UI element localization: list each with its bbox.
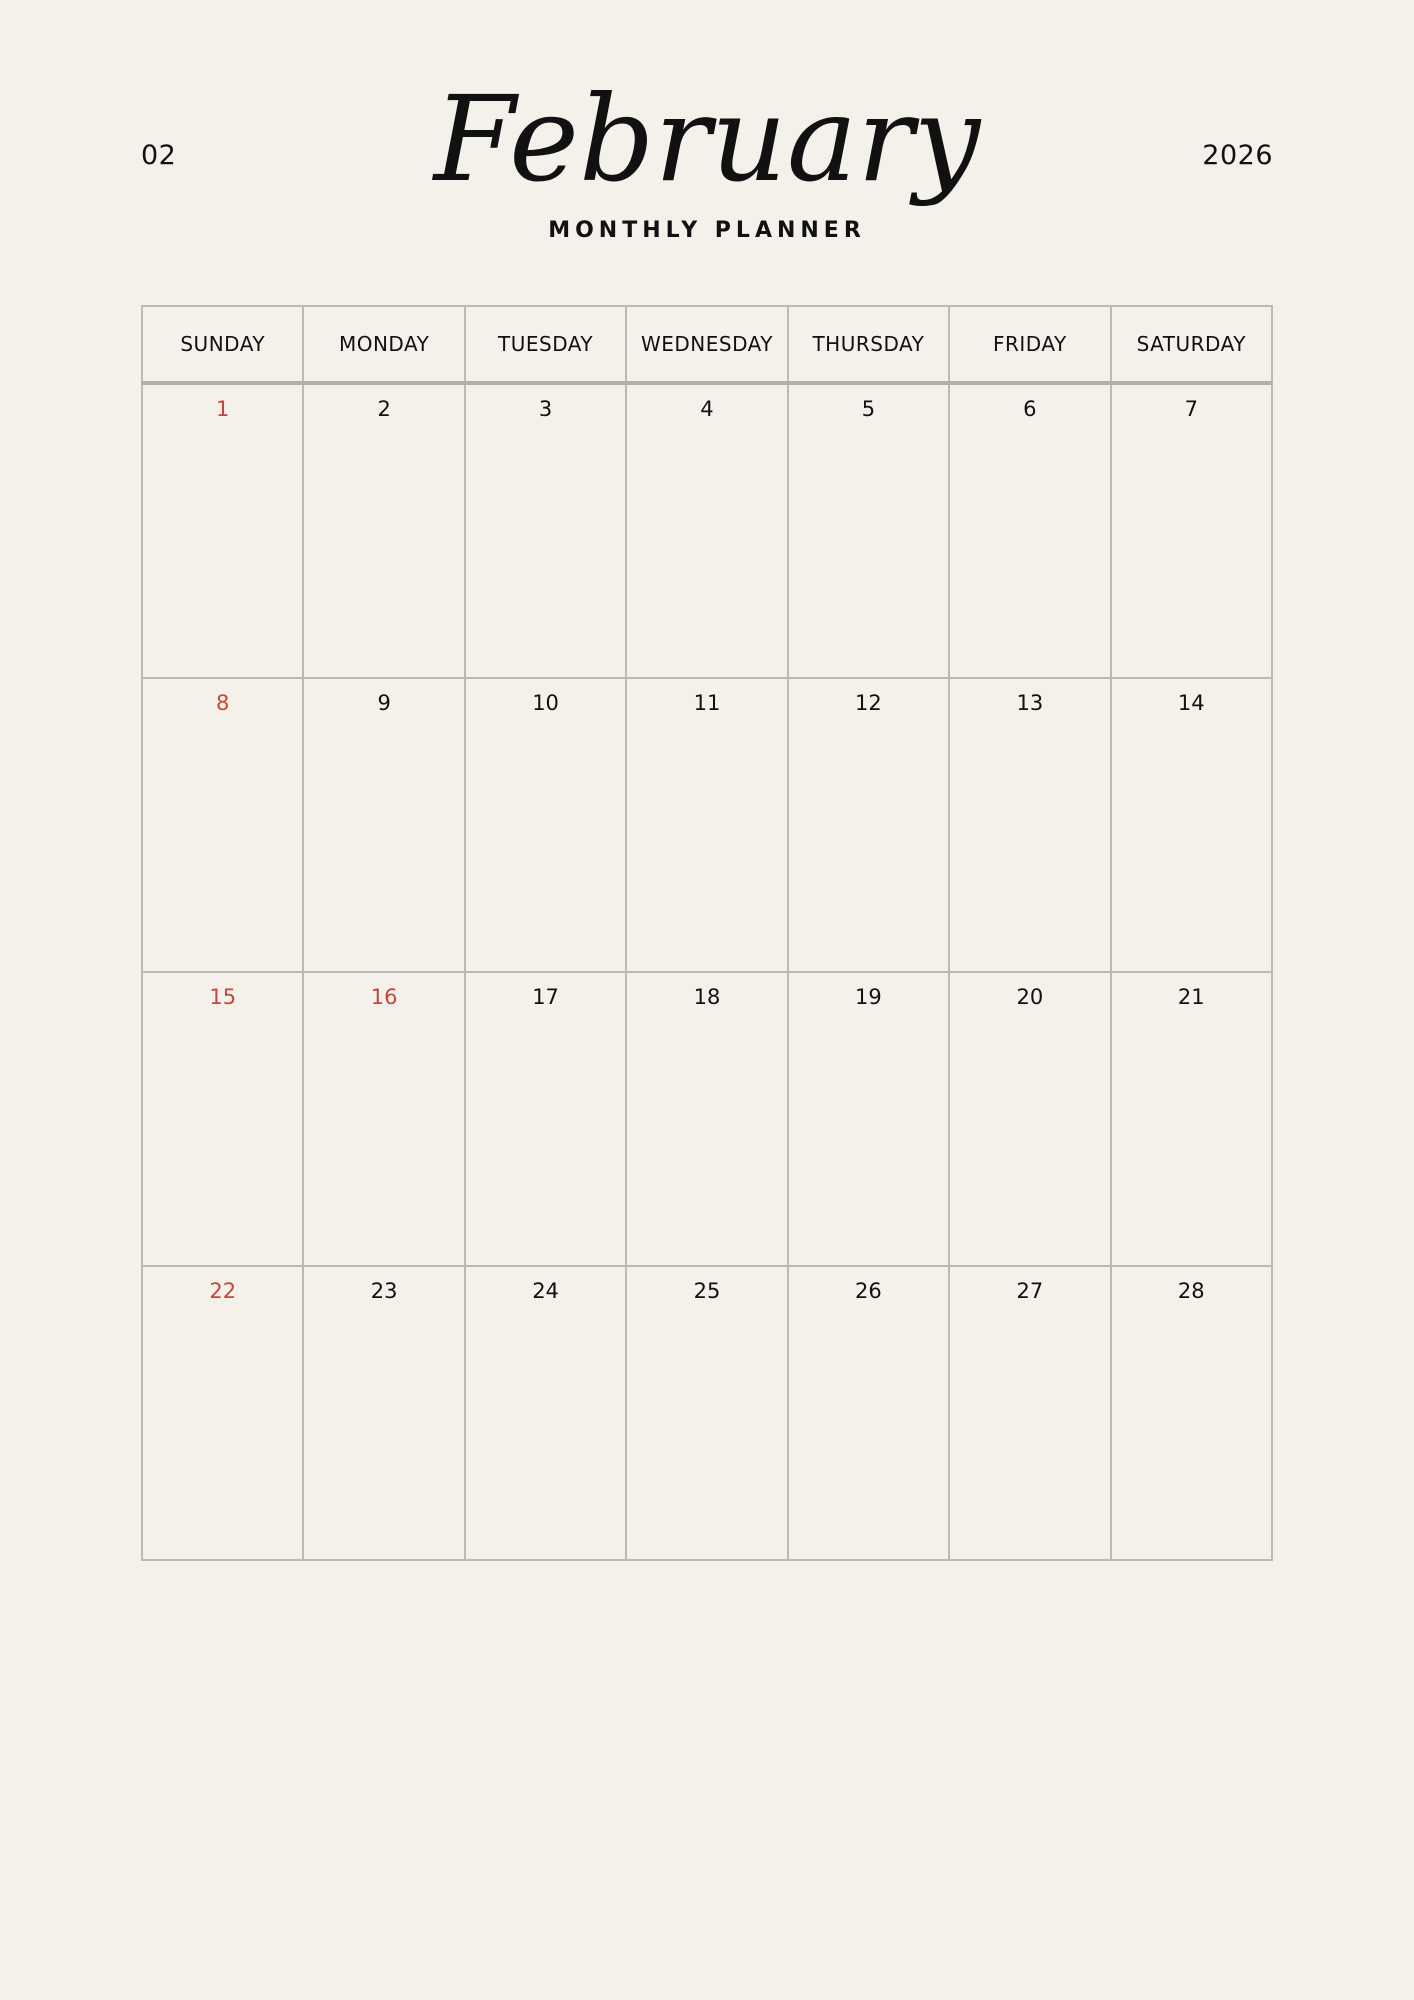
weekday-header: WEDNESDAY [626, 306, 787, 383]
calendar-day-cell[interactable] [142, 972, 303, 1266]
calendar-day-cell[interactable] [303, 383, 464, 678]
weekday-header: FRIDAY [949, 306, 1110, 383]
subtitle: MONTHLY PLANNER [548, 218, 866, 243]
weekday-header: TUESDAY [465, 306, 626, 383]
day-number: 9 [377, 691, 391, 715]
calendar-day-cell[interactable] [303, 1266, 464, 1560]
day-number: 27 [1016, 1279, 1044, 1303]
calendar-week-row [142, 383, 1272, 678]
weekday-header: SUNDAY [142, 306, 303, 383]
calendar-day-cell[interactable] [949, 972, 1110, 1266]
calendar-week-row [142, 678, 1272, 972]
day-number: 16 [370, 985, 398, 1009]
calendar-day-cell[interactable] [788, 972, 949, 1266]
calendar-day-cell[interactable] [788, 678, 949, 972]
weekday-header: THURSDAY [788, 306, 949, 383]
day-number: 22 [209, 1279, 237, 1303]
day-number: 3 [538, 397, 553, 421]
year: 2026 [1202, 140, 1273, 171]
day-number: 14 [1177, 691, 1205, 715]
day-number: 24 [532, 1279, 559, 1303]
month-title-script [380, 55, 1034, 245]
calendar-day-cell[interactable] [142, 1266, 303, 1560]
calendar-week-row [142, 1266, 1272, 1560]
weekday-header-row [142, 306, 1272, 383]
calendar-day-cell[interactable] [788, 1266, 949, 1560]
day-number: 7 [1184, 397, 1198, 421]
calendar-day-cell[interactable] [303, 972, 464, 1266]
day-number: 8 [216, 691, 230, 715]
day-number: 21 [1177, 985, 1205, 1009]
calendar-day-cell[interactable] [949, 383, 1110, 678]
calendar-day-cell[interactable] [465, 383, 626, 678]
calendar-day-cell[interactable] [1111, 972, 1272, 1266]
calendar-day-cell[interactable] [1111, 383, 1272, 678]
day-number: 13 [1016, 691, 1044, 715]
calendar-day-cell[interactable] [626, 972, 787, 1266]
weekday-header: SATURDAY [1111, 306, 1272, 383]
day-number: 12 [855, 691, 882, 715]
day-number: 20 [1016, 985, 1044, 1009]
calendar-week-row [142, 972, 1272, 1266]
day-number: 10 [532, 691, 559, 715]
calendar-day-cell[interactable] [626, 678, 787, 972]
calendar-day-cell[interactable] [626, 1266, 787, 1560]
calendar-day-cell[interactable] [465, 1266, 626, 1560]
day-number: 18 [693, 985, 721, 1009]
day-number: 25 [693, 1279, 721, 1303]
day-number: 28 [1177, 1279, 1205, 1303]
day-number: 4 [700, 397, 714, 421]
calendar-day-cell[interactable] [949, 1266, 1110, 1560]
calendar-day-cell[interactable] [303, 678, 464, 972]
day-number: 6 [1023, 397, 1037, 421]
calendar-day-cell[interactable] [1111, 1266, 1272, 1560]
calendar-body [142, 383, 1272, 1560]
calendar-day-cell[interactable] [142, 678, 303, 972]
month-title [380, 55, 1034, 245]
day-number: 26 [855, 1279, 882, 1303]
day-number: 15 [209, 985, 237, 1009]
calendar-day-cell[interactable] [465, 678, 626, 972]
day-number: 5 [861, 397, 876, 421]
calendar-day-cell[interactable] [142, 383, 303, 678]
day-number: 1 [216, 397, 230, 421]
calendar-grid [141, 305, 1273, 1561]
month-title-text: February [433, 70, 981, 208]
calendar-day-cell[interactable] [465, 972, 626, 1266]
calendar-day-cell[interactable] [626, 383, 787, 678]
day-number: 2 [377, 397, 391, 421]
day-number: 17 [532, 985, 559, 1009]
weekday-header: MONDAY [303, 306, 464, 383]
day-number: 19 [855, 985, 882, 1009]
calendar-day-cell[interactable] [949, 678, 1110, 972]
calendar-day-cell[interactable] [788, 383, 949, 678]
day-number: 11 [693, 691, 721, 715]
month-number: 02 [141, 140, 177, 171]
day-number: 23 [370, 1279, 398, 1303]
calendar-day-cell[interactable] [1111, 678, 1272, 972]
